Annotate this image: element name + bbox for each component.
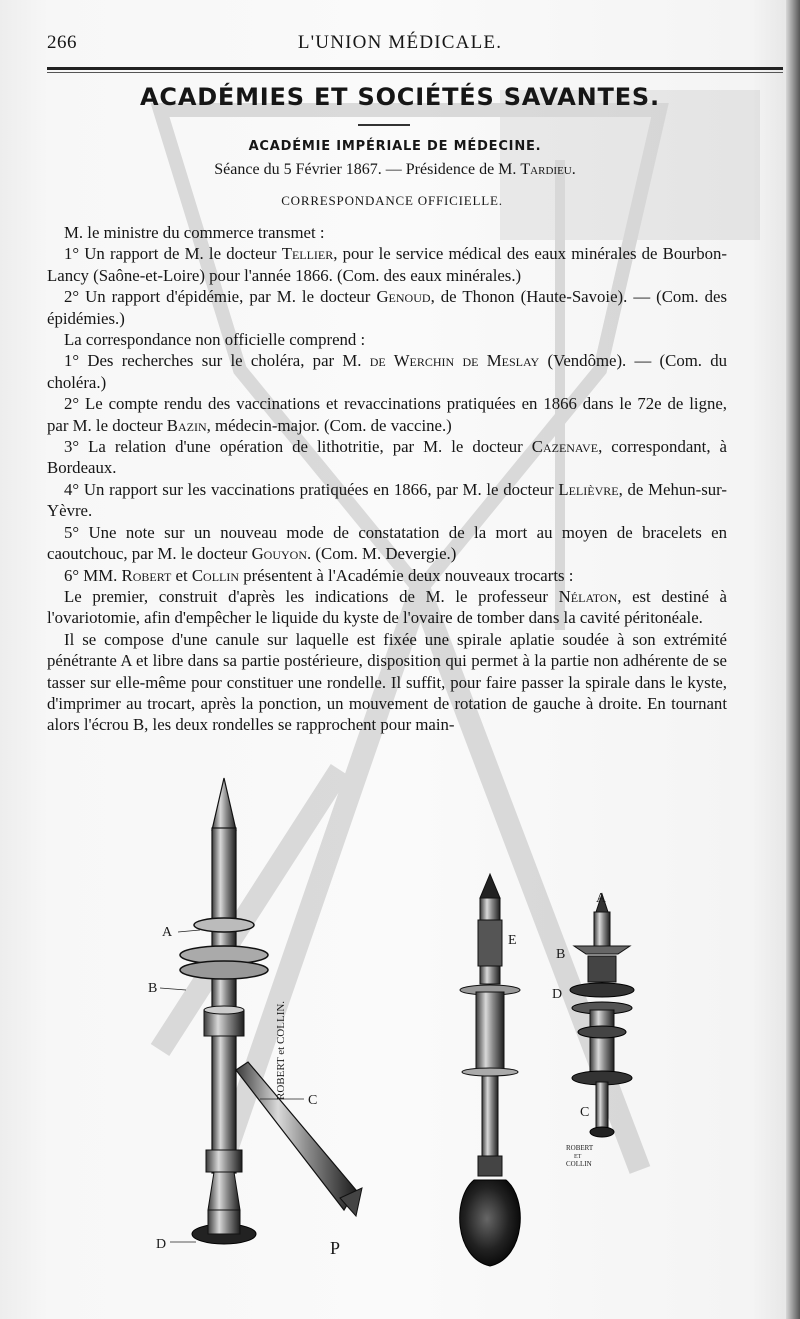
label-e: E: [508, 933, 517, 948]
paragraph-text: 6° MM.: [64, 565, 122, 585]
article-paragraph: [47, 565, 727, 586]
paragraph-text: 1° Des recherches sur le choléra, par M.: [64, 351, 370, 371]
page-number: 266: [47, 32, 77, 53]
article-paragraph: [47, 329, 727, 350]
trocar-engraving: [0, 770, 800, 1290]
paragraph-text: Il se compose d'une canule sur laquelle est fixée une spirale aplatie soudée à son extrémité pénétrante A et libre dans sa partie postérieure, disposition qui permet à la partie non adhérente de se tasser sur elle-même pour constituer une rondelle. Il suffit, pour faire passer la spirale dans le kyste, d'imprimer au trocart, après la ponction, un mouvement de rotation de gauche à droite. En tournant alors l'écrou B, les deux rondelles se rapprochent pour main-: [47, 629, 727, 735]
paragraph-text: , est destiné à l'ovariotomie, afin d'empêcher le liquide du kyste de l'ovaire de tomber dans la cavité péritonéale.: [47, 586, 727, 628]
article-paragraph: [47, 522, 727, 565]
person-name: Bazin: [166, 415, 207, 435]
person-name: Tellier: [281, 244, 334, 264]
person-name: Robert: [121, 565, 172, 585]
label-b-left: B: [148, 981, 158, 996]
paragraph-text: 2° Le compte rendu des vaccinations et revaccinations pratiquées en 1866 dans le 72e de ligne, par M. le docteur: [47, 394, 727, 435]
paragraph-text: 3° La relation d'une opération de lithotritie, par M. le docteur: [64, 437, 532, 457]
engraver-mark: P: [330, 1238, 341, 1258]
session-text: Séance du 5 Février 1867. — Présidence de M.: [214, 161, 517, 178]
article-paragraph: [47, 629, 727, 736]
paragraph-text: 5° Une note sur un nouveau mode de constatation de la mort au moyen de bracelets en caoutchouc, par M. le docteur: [47, 522, 727, 564]
label-c-right: C: [580, 1105, 590, 1120]
correspondence-heading: CORRESPONDANCE OFFICIELLE.: [281, 193, 503, 208]
person-name: Collin: [191, 565, 240, 585]
paragraph-text: La correspondance non officielle comprend :: [64, 330, 366, 350]
maker-stamp-right-3: COLLIN: [566, 1160, 592, 1168]
section-title: ACADÉMIES ET SOCIÉTÉS SAVANTES.: [140, 83, 660, 111]
header-rule-thin: [47, 72, 783, 73]
academy-heading: ACADÉMIE IMPÉRIALE DE MÉDECINE.: [248, 139, 542, 154]
journal-title: L'UNION MÉDICALE.: [297, 32, 503, 53]
label-b-right: B: [556, 947, 566, 962]
paragraph-text: , correspondant, à Bordeaux.: [47, 437, 727, 478]
article-paragraph: [47, 393, 727, 436]
article-body: [47, 222, 727, 736]
maker-stamp-right-1: ROBERT: [566, 1144, 594, 1152]
person-name: Gouyon: [251, 544, 308, 564]
ovariotomy-trocar-drawing: [180, 778, 362, 1244]
third-trocar-drawing: [570, 894, 634, 1137]
article-paragraph: [47, 479, 727, 522]
person-name: Cazenave: [531, 437, 599, 457]
paragraph-text: Le premier, construit d'après les indications de M. le professeur: [64, 586, 559, 606]
article-paragraph: [47, 350, 727, 393]
maker-stamp-left: ROBERT et COLLIN.: [275, 1000, 287, 1100]
session-suffix: .: [571, 161, 576, 178]
label-d-right: D: [552, 987, 563, 1002]
article-paragraph: [47, 243, 727, 286]
article-paragraph: [47, 286, 727, 329]
label-a-left: A: [162, 925, 173, 940]
person-name: Nélaton: [558, 586, 618, 606]
paragraph-text: , de Mehun-sur-Yèvre.: [47, 479, 727, 521]
label-a-right: A: [596, 891, 607, 906]
article-paragraph: [47, 436, 727, 479]
maker-stamp-right-2: ET: [574, 1154, 582, 1160]
paragraph-text: et: [171, 565, 192, 585]
paragraph-text: , de Thonon (Haute-Savoie). — (Com. des épidémies.): [47, 287, 727, 328]
paragraph-text: présentent à l'Académie deux nouveaux trocarts :: [239, 565, 574, 585]
paragraph-text: , médecin-major. (Com. de vaccine.): [206, 415, 452, 435]
paragraph-text: 4° Un rapport sur les vaccinations pratiquées en 1866, par M. le docteur: [64, 479, 559, 499]
article-paragraph: [47, 586, 727, 629]
person-name: Lelièvre: [558, 479, 619, 499]
paragraph-text: . (Com. M. Devergie.): [307, 544, 457, 564]
title-divider: [358, 124, 410, 126]
session-line: [0, 161, 790, 179]
person-name: Genoud: [376, 287, 431, 307]
paragraph-text: 1° Un rapport de M. le docteur: [64, 244, 282, 264]
person-name: de Werchin de Meslay: [369, 351, 540, 371]
paragraph-text: , pour le service médical des eaux minérales de Bourbon-Lancy (Saône-et-Loire) pour l'année 1866. (Com. des eaux minérales.): [47, 244, 727, 285]
running-head: [0, 30, 800, 60]
label-d-left: D: [156, 1237, 167, 1252]
president-name: Tardieu: [520, 161, 572, 178]
header-rule: [47, 67, 783, 70]
paragraph-text: (Vendôme). — (Com. du choléra.): [47, 351, 728, 392]
paragraph-text: M. le ministre du commerce transmet :: [64, 223, 325, 242]
label-c-left: C: [308, 1093, 318, 1108]
article-paragraph: [47, 222, 727, 243]
paragraph-text: 2° Un rapport d'épidémie, par M. le docteur: [64, 287, 377, 307]
